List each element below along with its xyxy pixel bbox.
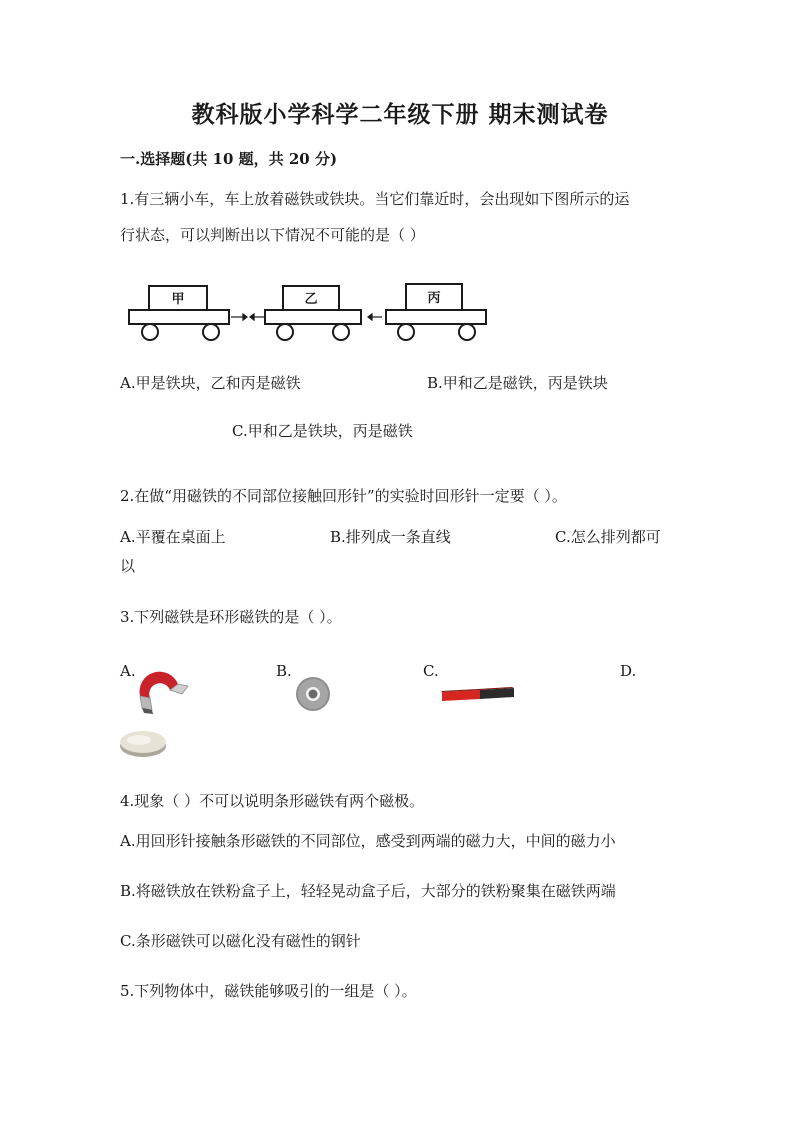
- q1-option-b: B.甲和乙是磁铁，丙是铁块: [427, 374, 608, 392]
- q3-label-c: C.: [423, 662, 439, 680]
- q3-label-a: A.: [120, 662, 136, 680]
- cart-jia-label: 甲: [171, 292, 185, 307]
- cart-bing-label: 丙: [427, 291, 441, 306]
- q1-stem-line1: 1.有三辆小车，车上放着磁铁或铁块。当它们靠近时，会出现如下图所示的运: [120, 190, 630, 208]
- q1-option-c: C.甲和乙是铁块，丙是磁铁: [232, 422, 413, 440]
- bar-magnet-image: [440, 686, 516, 702]
- q3-label-d: D.: [620, 662, 637, 680]
- ring-magnet-image: [294, 675, 332, 713]
- q1-stem-line2: 行状态，可以判断出以下情况不可能的是（ ）: [120, 226, 425, 244]
- q4-option-c: C.条形磁铁可以磁化没有磁性的钢针: [120, 932, 361, 950]
- q1-carts-diagram: [126, 280, 496, 346]
- cart-yi-label: 乙: [304, 292, 318, 307]
- q2-option-c-continued: 以: [120, 557, 136, 575]
- q2-option-b: B.排列成一条直线: [330, 528, 451, 546]
- q3-label-b: B.: [276, 662, 292, 680]
- q4-option-b: B.将磁铁放在铁粉盒子上，轻轻晃动盒子后，大部分的铁粉聚集在磁铁两端: [120, 882, 616, 900]
- q2-option-a: A.平覆在桌面上: [120, 528, 226, 546]
- page-title: 教科版小学科学二年级下册 期末测试卷: [191, 101, 609, 128]
- q1-option-a: A.甲是铁块，乙和丙是磁铁: [120, 374, 301, 392]
- q2-stem: 2.在做“用磁铁的不同部位接触回形针”的实验时回形针一定要（ ）。: [120, 487, 567, 505]
- q5-stem: 5.下列物体中，磁铁能够吸引的一组是（ ）。: [120, 982, 417, 1000]
- section-heading: 一.选择题(共 10 题，共 20 分): [120, 150, 338, 168]
- q3-stem: 3.下列磁铁是环形磁铁的是（ ）。: [120, 608, 342, 626]
- arrows-yi-bing: [368, 314, 382, 320]
- horseshoe-magnet-image: [134, 670, 194, 716]
- q2-option-c: C.怎么排列都可: [555, 528, 661, 546]
- q4-stem: 4.现象（ ）不可以说明条形磁铁有两个磁极。: [120, 792, 425, 810]
- arrows-jia-yi: [231, 314, 264, 320]
- q4-option-a: A.用回形针接触条形磁铁的不同部位，感受到两端的磁力大，中间的磁力小: [120, 832, 616, 850]
- disc-magnet-image: [118, 728, 168, 758]
